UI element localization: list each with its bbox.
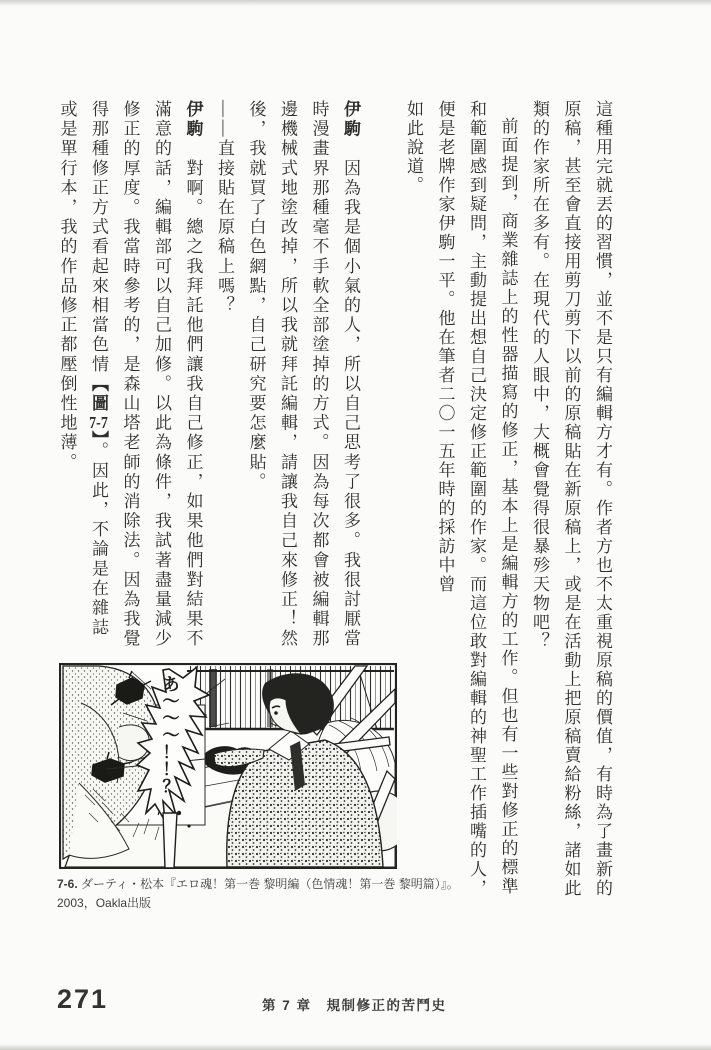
chapter-footer: 第 7 章 規制修正的苦鬥史 — [262, 998, 447, 1013]
narration-block — [397, 100, 618, 900]
interview-text: ——直接貼在原稿上嗎？ — [215, 100, 234, 316]
narration-paragraph-2: 前面提到，商業雜誌上的性器描寫的修正，基本上是編輯方的工作。但也有一些對修正的標準和範圍感到疑問，主動提出想自己決定修正範圍的作家。而這位敢對編輯的神聖工作插嘴的人，便是老牌作家伊駒一平。他在筆者二〇一五年時的採訪中曾 — [435, 100, 518, 898]
interview-paragraph — [240, 100, 366, 655]
page-number: 271 — [57, 984, 109, 1014]
caption-line-1 — [57, 875, 497, 894]
figure-caption — [57, 875, 497, 913]
caption-number: 7-6. — [57, 877, 78, 891]
caption-line-2: 2003，Oakla出版 — [57, 896, 152, 910]
interview-paragraph — [51, 100, 209, 655]
scan-artifact-bottom — [0, 1044, 711, 1050]
speaker-label: 伊駒 — [341, 100, 360, 140]
sfx-text: あ〜〜〜！！？ — [162, 675, 180, 797]
speaker-label: 伊駒 — [183, 100, 203, 140]
caption-title: ダーティ・松本『エロ魂！第一巻 黎明編（色情魂！第一巻 黎明篇）』。 — [81, 877, 459, 891]
interview-text: 因為我是個小氣的人，所以自己思考了很多。我很討厭當時漫畫界那種毫不手軟全部塗掉的方式。因為每次都會被編輯那邊機械式地塗改掉，所以我就拜託編輯，請讓我自己來修正！然後，我就買了白色網點，自己研究要怎麼貼。 — [246, 100, 360, 649]
manga-figure — [59, 663, 397, 869]
interview-block — [51, 100, 366, 655]
narration-paragraph-1: 這種用完就丟的習慣，並不是只有編輯方才有。作者方也不太重視原稿的價值，有時為了畫新的原稿，甚至會直接用剪刀剪下以前的原稿貼在新原稿上，或是在活動上把原稿賣給粉絲，諸如此類的作家所在多有。在現代的人眼中，大概會覺得很暴殄天物吧？ — [530, 100, 612, 898]
narration-paragraph-2-tail: 如此說道。 — [404, 100, 423, 195]
scan-artifact-top — [0, 0, 711, 6]
interview-text: 對啊。總之我拜託他們讓我自己修正，如果他們對結果不滿意的話，編輯部可以自己加修。以此為條件，我試著盡量減少修正的厚度。我當時參考的，是森山塔老師的消除法。因為我覺得那種修正方式看起來相當色情【圖7-7】。因此，不論是在雜誌或是單行本，我的作品修正都壓倒性地薄。 — [57, 100, 203, 649]
interviewer-question — [209, 100, 241, 655]
manga-panel-illustration — [59, 663, 397, 869]
